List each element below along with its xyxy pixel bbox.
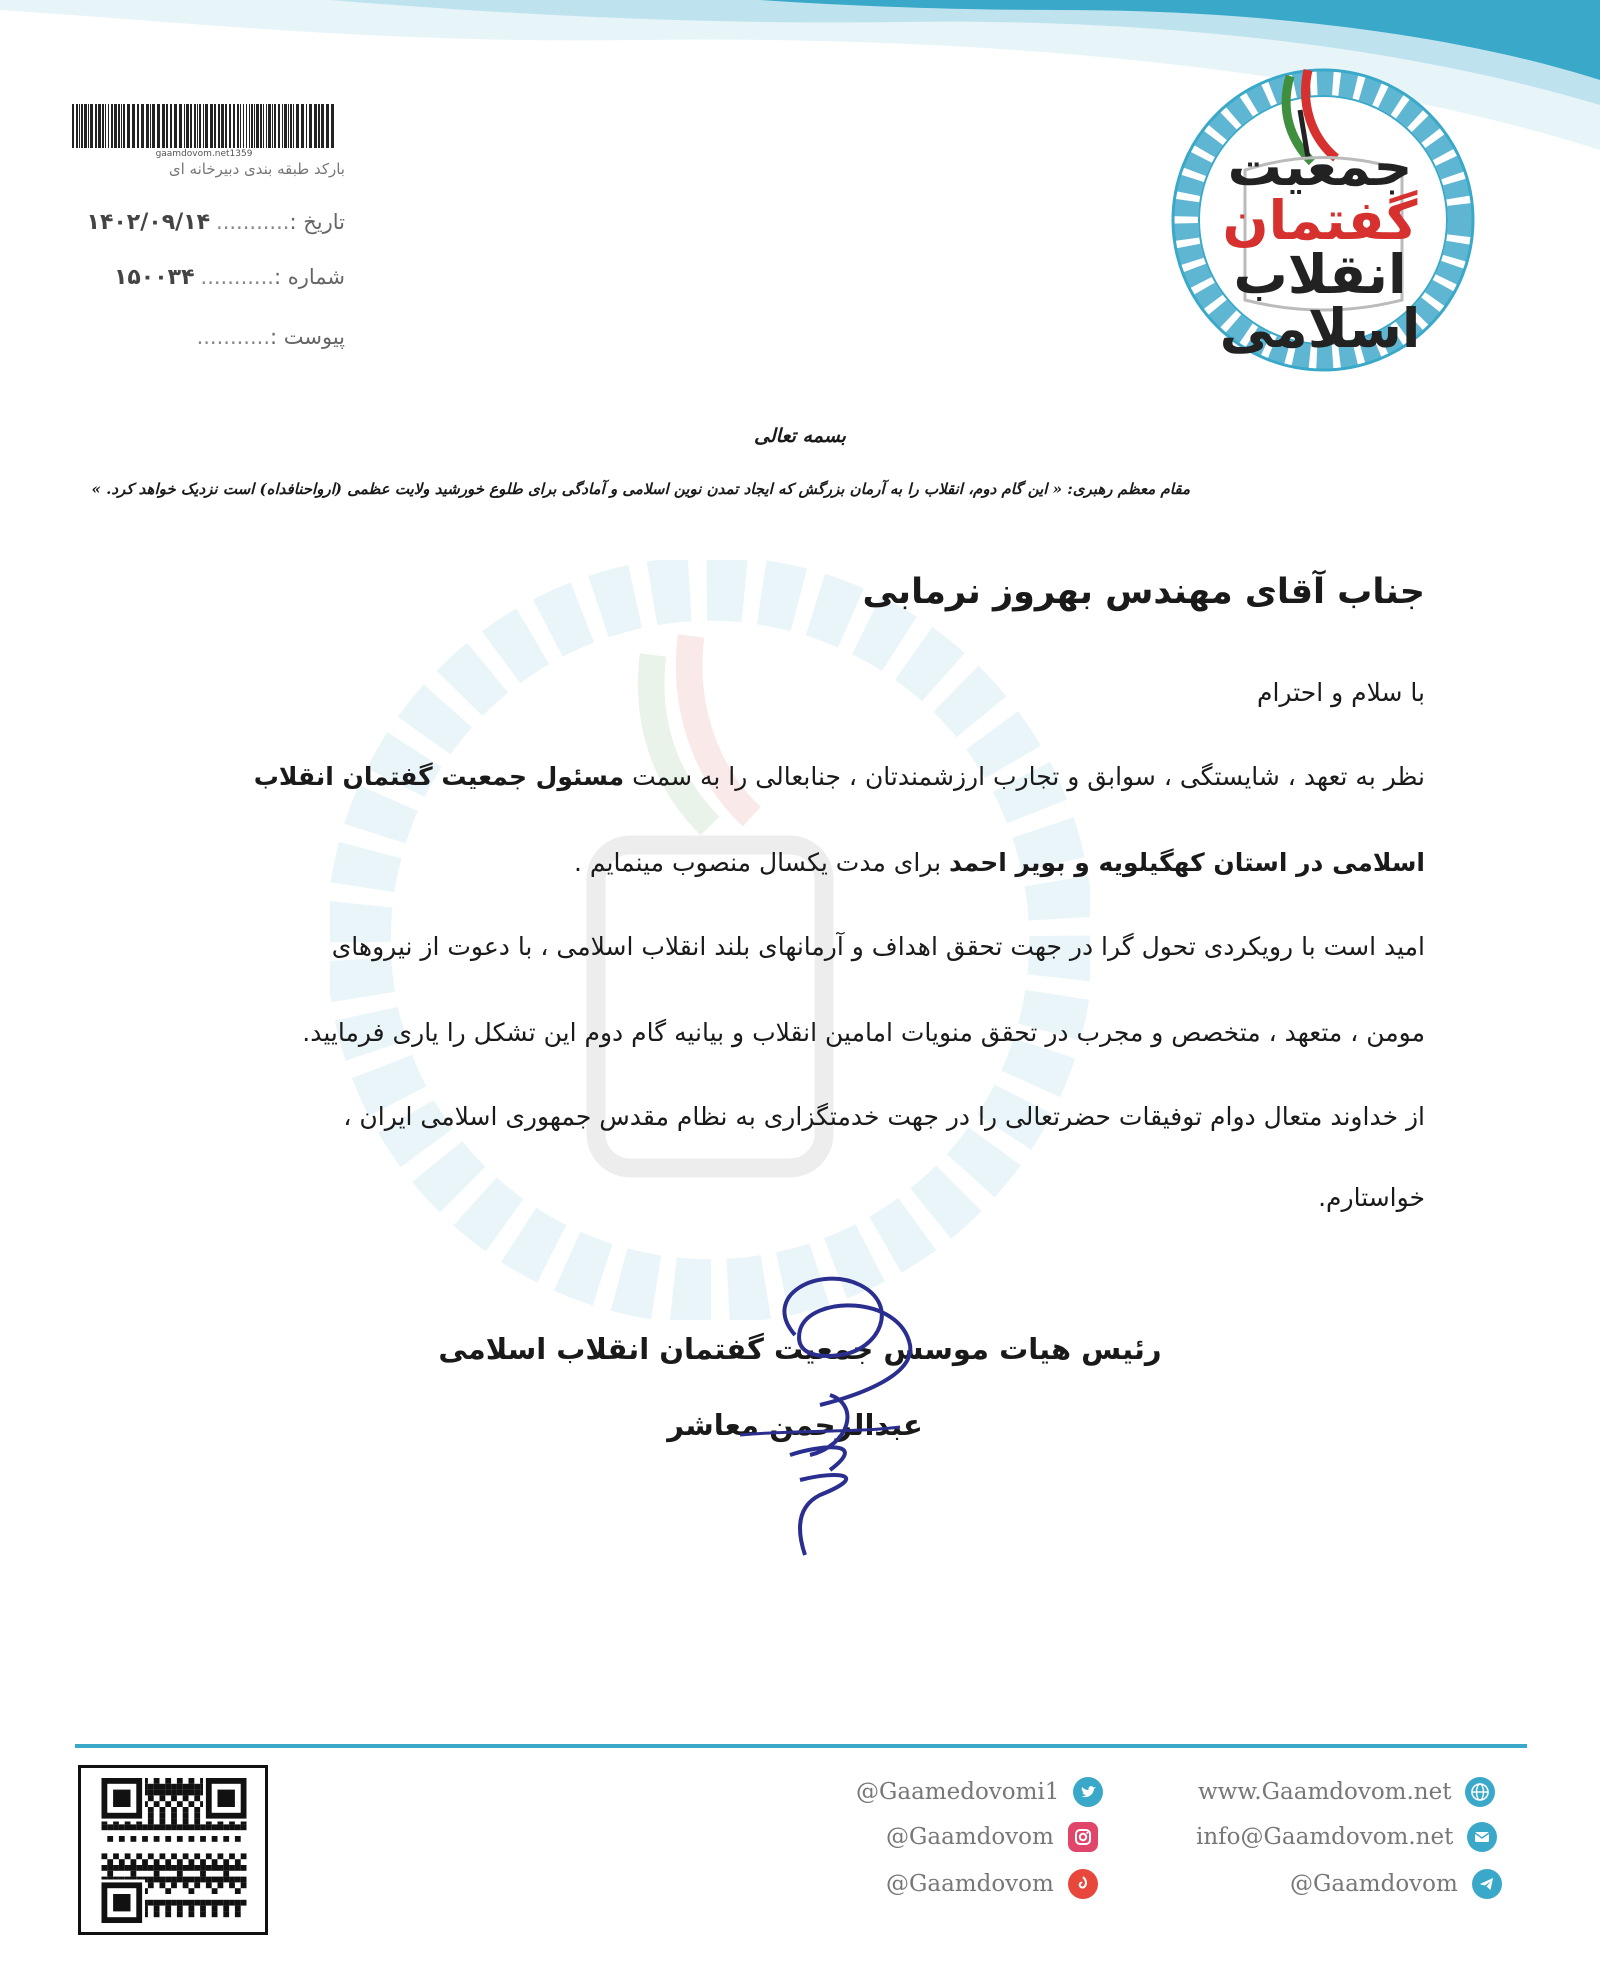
logo-line-3: انقلاب bbox=[1233, 243, 1407, 306]
soroush-contact[interactable] bbox=[886, 1867, 1098, 1901]
date-value: ۱۴۰۲/۰۹/۱۴ bbox=[86, 210, 211, 235]
number-label: شماره : bbox=[273, 265, 345, 289]
paragraph-line-3: امید است با رویکردی تحول گرا در جهت تحقق اهداف و آرمانهای بلند انقلاب اسلامی ، با دعوت از نیروهای bbox=[331, 932, 1425, 961]
p1-text: نظر به تعهد ، شایستگی ، سوابق و تجارب ارزشمندتان ، جنابعالی را به سمت bbox=[624, 762, 1425, 791]
greeting: با سلام و احترام bbox=[1257, 678, 1425, 707]
footer-divider bbox=[75, 1744, 1527, 1748]
date-line bbox=[70, 210, 345, 235]
email-address[interactable]: info@Gaamdovom.net bbox=[1196, 1824, 1454, 1850]
soroush-handle[interactable]: @Gaamdovom bbox=[886, 1871, 1054, 1897]
telegram-icon bbox=[1472, 1869, 1502, 1899]
attachment-dots: ........... bbox=[196, 325, 270, 349]
qr-code bbox=[78, 1765, 268, 1935]
paragraph-line-2 bbox=[175, 848, 1425, 877]
attachment-line bbox=[70, 325, 345, 349]
globe-icon bbox=[1465, 1777, 1495, 1807]
paragraph-line-5: از خداوند متعال دوام توفیقات حضرتعالی را در جهت خدمتگزاری به نظام مقدس جمهوری اسلامی ایران ، bbox=[343, 1102, 1425, 1131]
qr-code-pattern bbox=[99, 1778, 249, 1923]
besm-heading: بسمه تعالی bbox=[754, 425, 846, 447]
signer-title: رئیس هیات موسس جمعیت گفتمان انقلاب اسلامی bbox=[438, 1332, 1162, 1366]
barcode-code: gaamdovom.net1359 bbox=[155, 149, 253, 159]
website-url[interactable]: www.Gaamdovom.net bbox=[1198, 1779, 1452, 1805]
paragraph-line-4: مومن ، متعهد ، متخصص و مجرب در تحقق منویات امامین انقلاب و بیانیه گام دوم این تشکل را یاری فرمایید. bbox=[302, 1018, 1425, 1047]
twitter-icon bbox=[1073, 1777, 1103, 1807]
number-dots: ........... bbox=[200, 265, 274, 289]
telegram-contact[interactable] bbox=[1290, 1867, 1502, 1901]
instagram-handle[interactable]: @Gaamdovom bbox=[886, 1824, 1054, 1850]
leader-quote: مقام معظم رهبری: « این گام دوم، انقلاب را به آرمان بزرگش که ایجاد تمدن نوین اسلامی و آمادگی برای طلوع خورشید ولایت عظمی (ارواحنافداه) است نزدیک خواهد کرد. » bbox=[91, 480, 1190, 498]
handwritten-signature bbox=[700, 1255, 970, 1565]
number-line bbox=[70, 265, 345, 290]
paragraph-line-6: خواستارم. bbox=[1318, 1183, 1425, 1212]
date-dots: ........... bbox=[216, 210, 290, 234]
number-value: ۱۵۰۰۳۴ bbox=[113, 265, 195, 290]
attachment-label: پیوست : bbox=[270, 325, 345, 349]
logo-wordmark bbox=[1150, 135, 1490, 360]
paragraph-line-1 bbox=[175, 762, 1425, 791]
soroush-icon bbox=[1068, 1869, 1098, 1899]
p2-text: برای مدت یکسال منصوب مینمایم . bbox=[574, 848, 950, 877]
logo-line-4: اسلامی bbox=[1219, 297, 1421, 360]
barcode-image bbox=[70, 104, 338, 148]
date-label: تاریخ : bbox=[289, 210, 345, 234]
instagram-icon bbox=[1068, 1822, 1098, 1852]
p1-position: مسئول جمعیت گفتمان انقلاب bbox=[253, 762, 625, 791]
barcode-label: بارکد طبقه بندی دبیرخانه ای bbox=[168, 160, 345, 178]
twitter-handle[interactable]: @Gaamedovomi1 bbox=[856, 1779, 1060, 1805]
signer-name: عبدالرحمن معاشر bbox=[667, 1408, 923, 1442]
recipient-name: جناب آقای مهندس بهروز نرمابی bbox=[862, 572, 1425, 612]
twitter-contact[interactable] bbox=[856, 1775, 1103, 1809]
barcode-block bbox=[70, 104, 345, 159]
instagram-contact[interactable] bbox=[886, 1820, 1098, 1854]
website-contact[interactable] bbox=[1198, 1775, 1495, 1809]
email-contact[interactable] bbox=[1196, 1820, 1497, 1854]
email-icon bbox=[1467, 1822, 1497, 1852]
logo-line-1: جمعیت bbox=[1227, 135, 1413, 198]
p2-province: اسلامی در استان کهگیلویه و بویر احمد bbox=[949, 848, 1425, 877]
telegram-handle[interactable]: @Gaamdovom bbox=[1290, 1871, 1458, 1897]
logo-line-2: گفتمان bbox=[1222, 189, 1418, 252]
